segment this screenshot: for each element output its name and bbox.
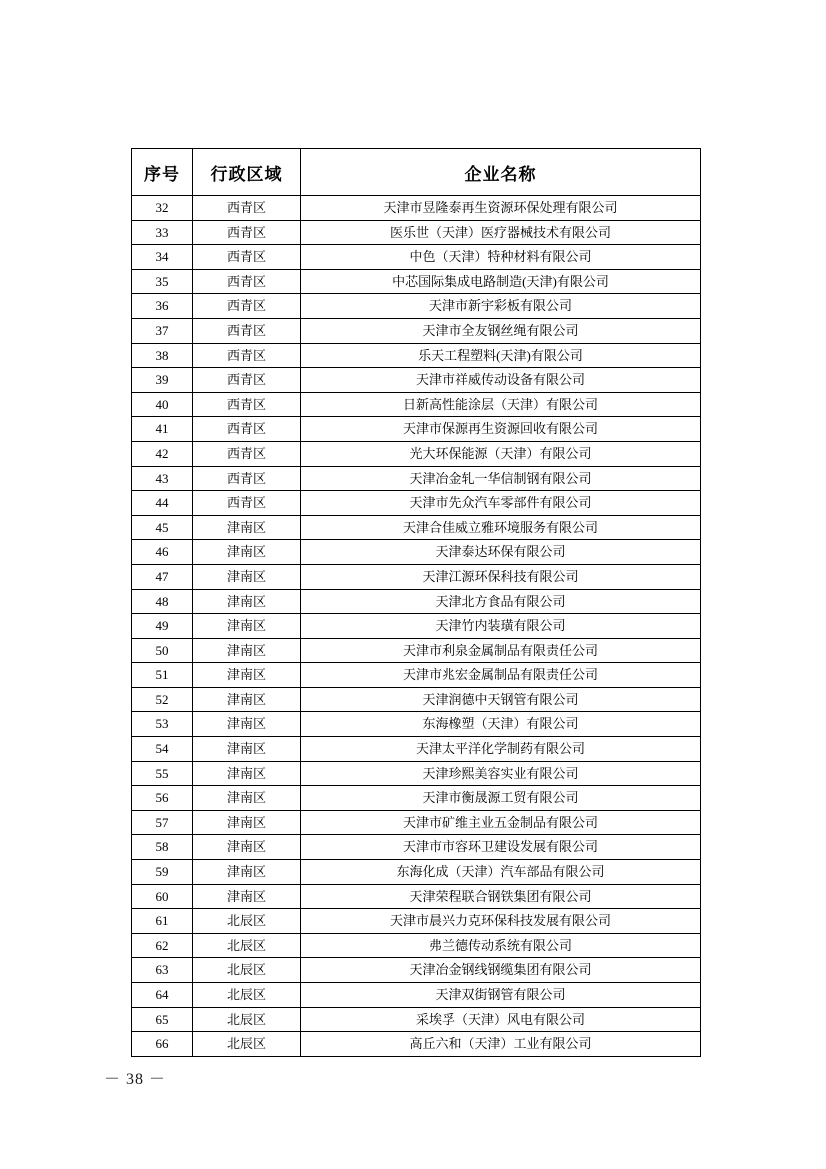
company-cell: 天津江源环保科技有限公司	[301, 564, 701, 589]
table-row	[132, 441, 701, 466]
table-header-row	[132, 149, 701, 196]
company-cell: 采埃孚（天津）风电有限公司	[301, 1007, 701, 1032]
district-cell: 津南区	[193, 712, 301, 737]
table-row	[132, 245, 701, 270]
serial-cell: 35	[132, 269, 193, 294]
serial-cell: 60	[132, 884, 193, 909]
district-cell: 北辰区	[193, 933, 301, 958]
company-cell: 天津竹内装璜有限公司	[301, 614, 701, 639]
company-cell: 天津双街钢管有限公司	[301, 983, 701, 1008]
serial-cell: 55	[132, 761, 193, 786]
table-row	[132, 294, 701, 319]
district-cell: 西青区	[193, 269, 301, 294]
company-cell: 弗兰德传动系统有限公司	[301, 933, 701, 958]
page-number: － 38 －	[104, 1071, 167, 1088]
serial-cell: 47	[132, 564, 193, 589]
district-cell: 西青区	[193, 368, 301, 393]
table-row	[132, 933, 701, 958]
table-row	[132, 392, 701, 417]
serial-cell: 40	[132, 392, 193, 417]
company-cell: 天津市保源再生资源回收有限公司	[301, 417, 701, 442]
district-cell: 津南区	[193, 540, 301, 565]
company-cell: 天津太平洋化学制药有限公司	[301, 737, 701, 762]
company-cell: 日新高性能涂层（天津）有限公司	[301, 392, 701, 417]
company-cell: 天津市晨兴力克环保科技发展有限公司	[301, 909, 701, 934]
table-row	[132, 318, 701, 343]
district-cell: 西青区	[193, 294, 301, 319]
serial-cell: 48	[132, 589, 193, 614]
serial-cell: 41	[132, 417, 193, 442]
district-cell: 津南区	[193, 663, 301, 688]
district-cell: 津南区	[193, 687, 301, 712]
company-cell: 东海化成（天津）汽车部品有限公司	[301, 860, 701, 885]
serial-cell: 64	[132, 983, 193, 1008]
company-cell: 天津市先众汽车零部件有限公司	[301, 491, 701, 516]
company-cell: 天津润德中天钢管有限公司	[301, 687, 701, 712]
table-row	[132, 614, 701, 639]
district-cell: 北辰区	[193, 1032, 301, 1057]
serial-cell: 43	[132, 466, 193, 491]
company-cell: 天津市兆宏金属制品有限责任公司	[301, 663, 701, 688]
serial-cell: 59	[132, 860, 193, 885]
table-row	[132, 540, 701, 565]
table-row	[132, 737, 701, 762]
table-row	[132, 564, 701, 589]
table-body	[132, 196, 701, 1057]
serial-cell: 52	[132, 687, 193, 712]
company-cell: 中色（天津）特种材料有限公司	[301, 245, 701, 270]
district-cell: 津南区	[193, 761, 301, 786]
table-row	[132, 712, 701, 737]
district-cell: 西青区	[193, 196, 301, 221]
company-cell: 天津市市容环卫建设发展有限公司	[301, 835, 701, 860]
serial-cell: 36	[132, 294, 193, 319]
table-row	[132, 466, 701, 491]
serial-cell: 49	[132, 614, 193, 639]
serial-cell: 45	[132, 515, 193, 540]
serial-cell: 44	[132, 491, 193, 516]
company-cell: 天津市新宇彩板有限公司	[301, 294, 701, 319]
district-cell: 北辰区	[193, 983, 301, 1008]
company-cell: 医乐世（天津）医疗器械技术有限公司	[301, 220, 701, 245]
company-table	[131, 148, 701, 1057]
district-cell: 津南区	[193, 614, 301, 639]
district-cell: 津南区	[193, 638, 301, 663]
table-row	[132, 687, 701, 712]
company-cell: 光大环保能源（天津）有限公司	[301, 441, 701, 466]
company-cell: 天津市衡晟源工贸有限公司	[301, 786, 701, 811]
serial-cell: 37	[132, 318, 193, 343]
serial-cell: 62	[132, 933, 193, 958]
district-cell: 西青区	[193, 417, 301, 442]
serial-cell: 54	[132, 737, 193, 762]
company-cell: 天津冶金轧一华信制钢有限公司	[301, 466, 701, 491]
district-cell: 西青区	[193, 491, 301, 516]
district-cell: 津南区	[193, 884, 301, 909]
table-row	[132, 417, 701, 442]
table-row	[132, 368, 701, 393]
table-row	[132, 860, 701, 885]
district-cell: 西青区	[193, 441, 301, 466]
company-cell: 东海橡塑（天津）有限公司	[301, 712, 701, 737]
table-row	[132, 343, 701, 368]
serial-cell: 34	[132, 245, 193, 270]
table-row	[132, 810, 701, 835]
district-cell: 津南区	[193, 860, 301, 885]
district-cell: 北辰区	[193, 909, 301, 934]
company-cell: 天津市昱隆泰再生资源环保处理有限公司	[301, 196, 701, 221]
serial-cell: 42	[132, 441, 193, 466]
table-row	[132, 269, 701, 294]
district-cell: 西青区	[193, 466, 301, 491]
table-row	[132, 589, 701, 614]
serial-cell: 46	[132, 540, 193, 565]
district-cell: 津南区	[193, 589, 301, 614]
company-cell: 天津市利泉金属制品有限责任公司	[301, 638, 701, 663]
serial-cell: 50	[132, 638, 193, 663]
header-district: 行政区域	[193, 149, 301, 196]
serial-cell: 33	[132, 220, 193, 245]
serial-cell: 32	[132, 196, 193, 221]
serial-cell: 53	[132, 712, 193, 737]
table-row	[132, 786, 701, 811]
table-row	[132, 638, 701, 663]
table-row	[132, 515, 701, 540]
table-row	[132, 983, 701, 1008]
district-cell: 西青区	[193, 343, 301, 368]
table-row	[132, 761, 701, 786]
district-cell: 西青区	[193, 392, 301, 417]
district-cell: 北辰区	[193, 1007, 301, 1032]
company-cell: 天津泰达环保有限公司	[301, 540, 701, 565]
district-cell: 津南区	[193, 737, 301, 762]
table-row	[132, 909, 701, 934]
table-row	[132, 1007, 701, 1032]
table-row	[132, 220, 701, 245]
serial-cell: 56	[132, 786, 193, 811]
company-cell: 中芯国际集成电路制造(天津)有限公司	[301, 269, 701, 294]
district-cell: 津南区	[193, 810, 301, 835]
serial-cell: 61	[132, 909, 193, 934]
company-cell: 天津北方食品有限公司	[301, 589, 701, 614]
company-cell: 天津市全友钢丝绳有限公司	[301, 318, 701, 343]
company-cell: 天津珍熙美容实业有限公司	[301, 761, 701, 786]
district-cell: 西青区	[193, 245, 301, 270]
company-cell: 天津市矿维主业五金制品有限公司	[301, 810, 701, 835]
serial-cell: 39	[132, 368, 193, 393]
table-row	[132, 884, 701, 909]
header-company-name: 企业名称	[301, 149, 701, 196]
company-cell: 天津冶金钢线钢缆集团有限公司	[301, 958, 701, 983]
serial-cell: 63	[132, 958, 193, 983]
district-cell: 津南区	[193, 786, 301, 811]
company-cell: 高丘六和（天津）工业有限公司	[301, 1032, 701, 1057]
table-row	[132, 958, 701, 983]
company-cell: 天津合佳威立雅环境服务有限公司	[301, 515, 701, 540]
district-cell: 西青区	[193, 318, 301, 343]
district-cell: 津南区	[193, 835, 301, 860]
district-cell: 西青区	[193, 220, 301, 245]
table-row	[132, 663, 701, 688]
table-row	[132, 491, 701, 516]
serial-cell: 58	[132, 835, 193, 860]
serial-cell: 57	[132, 810, 193, 835]
serial-cell: 38	[132, 343, 193, 368]
table-row	[132, 196, 701, 221]
company-cell: 天津荣程联合钢铁集团有限公司	[301, 884, 701, 909]
serial-cell: 51	[132, 663, 193, 688]
serial-cell: 65	[132, 1007, 193, 1032]
company-cell: 天津市祥威传动设备有限公司	[301, 368, 701, 393]
district-cell: 北辰区	[193, 958, 301, 983]
header-serial: 序号	[132, 149, 193, 196]
table-row	[132, 835, 701, 860]
district-cell: 津南区	[193, 515, 301, 540]
serial-cell: 66	[132, 1032, 193, 1057]
table-row	[132, 1032, 701, 1057]
company-cell: 乐天工程塑料(天津)有限公司	[301, 343, 701, 368]
district-cell: 津南区	[193, 564, 301, 589]
